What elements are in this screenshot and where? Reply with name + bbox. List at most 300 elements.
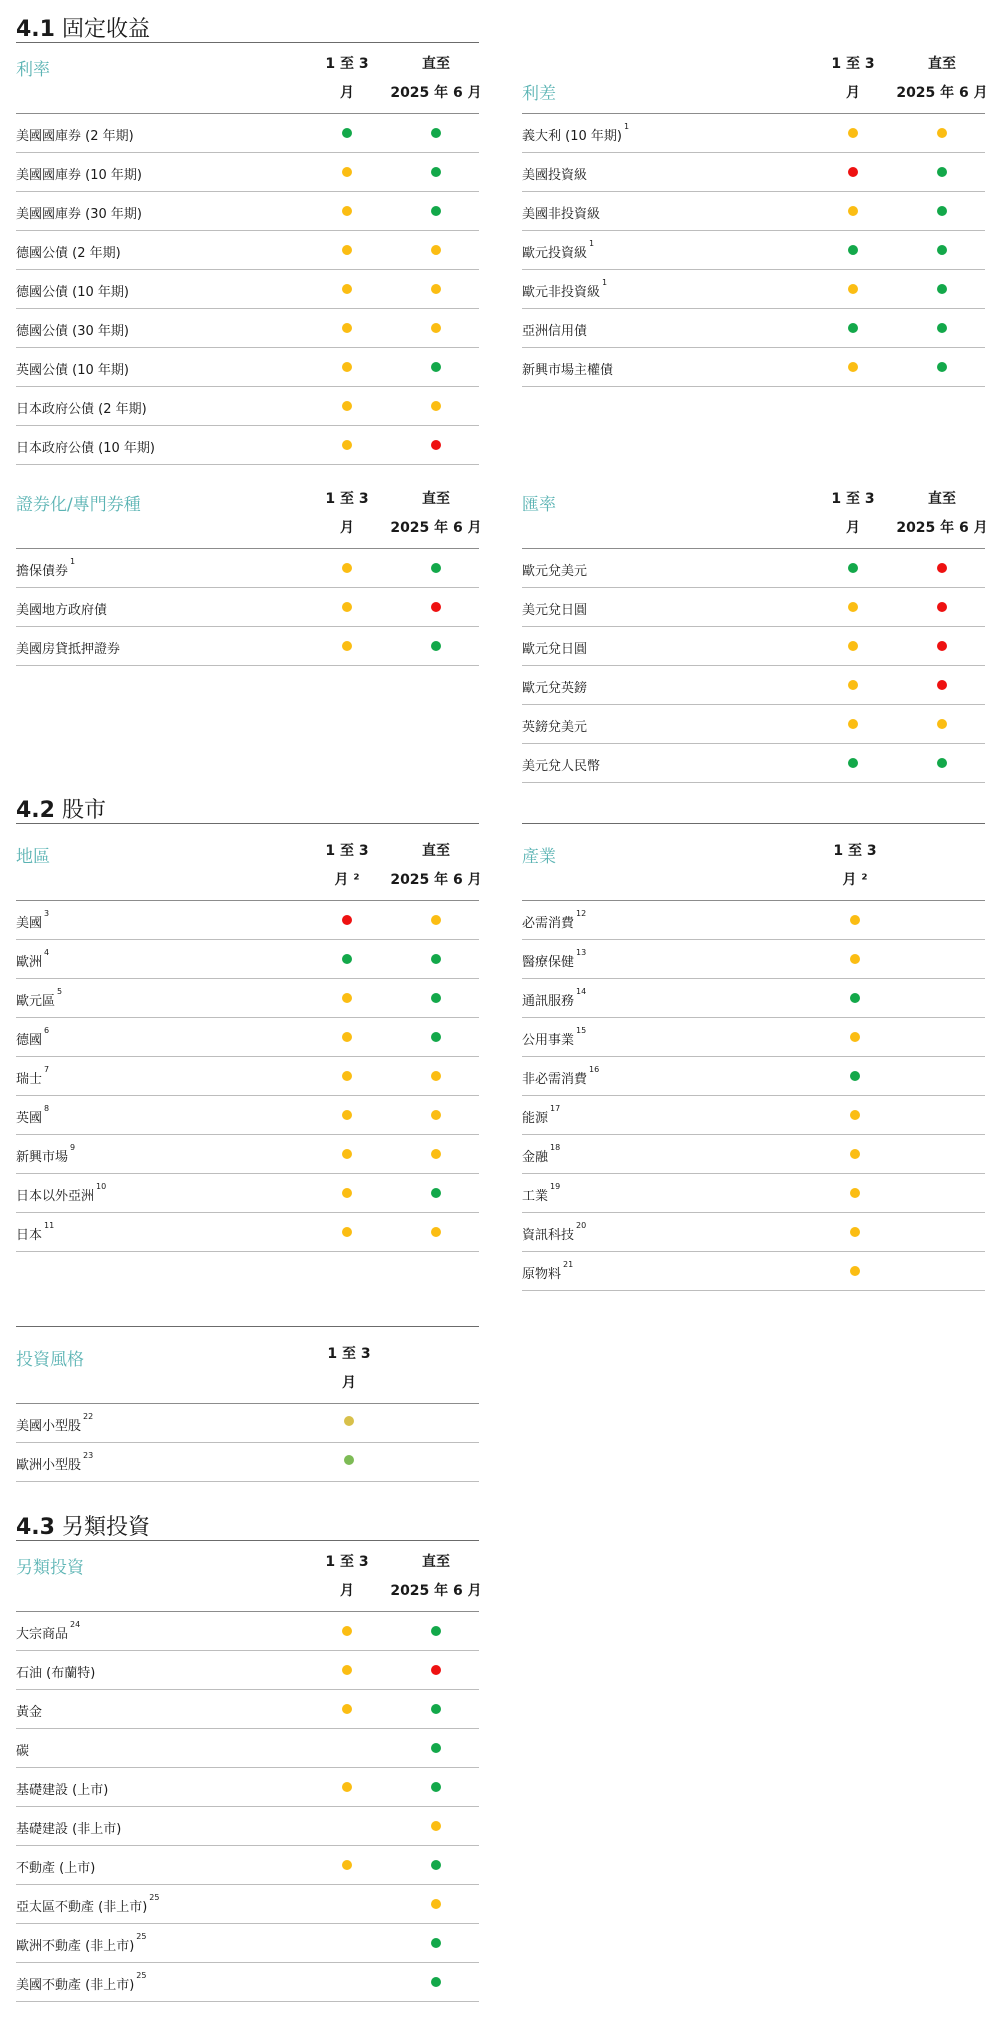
signal-dot-to-june-2025 xyxy=(937,206,947,216)
signal-dot-to-june-2025 xyxy=(431,128,441,138)
row-divider xyxy=(16,1806,479,1807)
signal-dot-to-june-2025 xyxy=(937,362,947,372)
row-label xyxy=(16,1857,95,1876)
row-divider xyxy=(16,2001,479,2002)
footnote-marker: 9 xyxy=(70,1143,76,1152)
signal-dot-to-june-2025 xyxy=(431,641,441,651)
row-label-text: 美國國庫券 (30 年期) xyxy=(16,207,142,222)
row-label xyxy=(522,1026,587,1048)
footnote-marker: 20 xyxy=(576,1221,587,1230)
signal-dot-to-june-2025 xyxy=(431,1227,441,1237)
signal-dot-short-term xyxy=(342,1032,352,1042)
column-header-to-june-2025 xyxy=(882,485,1000,543)
row-label xyxy=(16,1143,76,1165)
category-header-securitized: 證券化/專門券種 xyxy=(16,495,141,515)
signal-dot-to-june-2025 xyxy=(431,1110,441,1120)
row-divider xyxy=(16,626,479,627)
row-divider xyxy=(522,1095,985,1096)
category-header-alternatives: 另類投資 xyxy=(16,1558,84,1578)
row-divider xyxy=(522,1134,985,1135)
signal-dot-short-term xyxy=(848,245,858,255)
signal-dot-short-term xyxy=(848,362,858,372)
row-label xyxy=(522,278,608,300)
row-label xyxy=(522,1104,561,1126)
signal-dot-to-june-2025 xyxy=(431,1704,441,1714)
signal-dot-to-june-2025 xyxy=(431,1071,441,1081)
signal-dot-to-june-2025 xyxy=(937,641,947,651)
footnote-marker: 13 xyxy=(576,948,587,957)
header-rule xyxy=(16,1611,479,1612)
signal-dot-short-term xyxy=(850,1071,860,1081)
signal-dot-short-term xyxy=(342,1704,352,1714)
signal-dot-short-term xyxy=(342,1149,352,1159)
footnote-marker: 7 xyxy=(44,1065,50,1074)
column-header-line: 1 至 3 xyxy=(833,843,877,859)
section-number: 4.3 xyxy=(16,1515,55,1540)
row-divider xyxy=(522,939,985,940)
signal-dot-short-term xyxy=(344,1455,354,1465)
signal-dot-to-june-2025 xyxy=(431,284,441,294)
column-header-line: 月 ² xyxy=(334,872,360,888)
row-divider xyxy=(522,1251,985,1252)
column-header-line: 1 至 3 xyxy=(831,56,875,72)
signal-dot-to-june-2025 xyxy=(431,245,441,255)
signal-dot-short-term xyxy=(342,440,352,450)
row-label xyxy=(16,242,121,261)
footnote-marker: 25 xyxy=(136,1932,147,1941)
column-header-short-term xyxy=(795,837,915,895)
signal-dot-to-june-2025 xyxy=(937,758,947,768)
signal-dot-to-june-2025 xyxy=(937,128,947,138)
row-divider xyxy=(522,1290,985,1291)
column-header-to-june-2025 xyxy=(376,1548,496,1606)
row-label-text: 美國國庫券 (2 年期) xyxy=(16,129,134,144)
signal-dot-to-june-2025 xyxy=(431,954,441,964)
row-label xyxy=(522,755,600,774)
row-divider xyxy=(16,665,479,666)
signal-dot-short-term xyxy=(848,128,858,138)
row-label-text: 歐元兌日圓 xyxy=(522,642,588,657)
row-divider xyxy=(16,1962,479,1963)
footnote-marker: 25 xyxy=(136,1971,147,1980)
row-label-text: 美國國庫券 (10 年期) xyxy=(16,168,142,183)
row-divider xyxy=(522,269,985,270)
signal-dot-to-june-2025 xyxy=(431,323,441,333)
signal-dot-to-june-2025 xyxy=(431,401,441,411)
footnote-marker: 10 xyxy=(96,1182,107,1191)
signal-dot-to-june-2025 xyxy=(937,167,947,177)
signal-dot-to-june-2025 xyxy=(431,1032,441,1042)
row-label xyxy=(16,1026,50,1048)
column-header-line: 1 至 3 xyxy=(831,491,875,507)
signal-dot-to-june-2025 xyxy=(431,1860,441,1870)
row-label xyxy=(522,677,587,696)
column-header-line: 2025 年 6 月 xyxy=(390,872,482,888)
row-label xyxy=(522,716,587,735)
row-label xyxy=(16,1104,50,1126)
row-divider xyxy=(522,978,985,979)
row-label-text: 美國地方政府債 xyxy=(16,603,108,618)
row-divider xyxy=(16,425,479,426)
row-label-text: 德國公債 (2 年期) xyxy=(16,246,121,261)
row-label xyxy=(522,122,630,144)
signal-dot-short-term xyxy=(850,1032,860,1042)
header-rule xyxy=(522,548,985,549)
row-label xyxy=(16,987,63,1009)
row-label-text: 義大利 (10 年期) xyxy=(522,129,622,144)
column-header-line: 2025 年 6 月 xyxy=(390,520,482,536)
signal-dot-short-term xyxy=(342,206,352,216)
signal-dot-short-term xyxy=(850,915,860,925)
row-label xyxy=(16,125,134,144)
signal-dot-short-term xyxy=(342,284,352,294)
column-header-line: 月 xyxy=(846,85,860,101)
signal-dot-short-term xyxy=(850,1110,860,1120)
row-label xyxy=(16,599,107,618)
row-divider xyxy=(522,704,985,705)
signal-dot-to-june-2025 xyxy=(431,1977,441,1987)
column-header-line: 2025 年 6 月 xyxy=(390,85,482,101)
row-divider xyxy=(16,1442,479,1443)
row-label-text: 美國非投資級 xyxy=(522,207,601,222)
section-rule xyxy=(16,42,479,43)
row-divider xyxy=(522,1017,985,1018)
row-divider xyxy=(522,587,985,588)
row-label-text: 石油 (布蘭特) xyxy=(16,1666,96,1681)
row-label-text: 美元兌人民幣 xyxy=(522,759,601,774)
row-label-text: 亞太區不動產 (非上市) xyxy=(16,1900,148,1915)
row-label xyxy=(522,1065,600,1087)
row-divider xyxy=(16,1212,479,1213)
signal-dot-short-term xyxy=(848,563,858,573)
row-label-text: 金融 xyxy=(522,1150,549,1165)
signal-dot-to-june-2025 xyxy=(431,915,441,925)
row-label xyxy=(522,987,587,1009)
column-header-to-june-2025 xyxy=(376,837,496,895)
row-label-text: 不動產 (上市) xyxy=(16,1861,96,1876)
row-label xyxy=(16,1412,94,1434)
row-label-text: 公用事業 xyxy=(522,1033,575,1048)
row-divider xyxy=(16,230,479,231)
row-label xyxy=(522,599,587,618)
row-label xyxy=(16,1221,55,1243)
row-label-text: 新興市場 xyxy=(16,1150,69,1165)
signal-dot-to-june-2025 xyxy=(431,1821,441,1831)
row-divider xyxy=(522,191,985,192)
row-label xyxy=(16,281,129,300)
signal-dot-to-june-2025 xyxy=(431,993,441,1003)
row-label-text: 美國房貸抵押證券 xyxy=(16,642,121,657)
row-divider xyxy=(16,1689,479,1690)
signal-dot-short-term xyxy=(342,1071,352,1081)
row-label xyxy=(522,909,587,931)
row-label-text: 德國公債 (10 年期) xyxy=(16,285,129,300)
row-label xyxy=(16,320,129,339)
signal-dot-to-june-2025 xyxy=(431,1188,441,1198)
signal-dot-short-term xyxy=(850,1227,860,1237)
row-label xyxy=(16,203,142,222)
row-divider xyxy=(16,587,479,588)
signal-dot-short-term xyxy=(848,284,858,294)
footnote-marker: 4 xyxy=(44,948,50,957)
row-label xyxy=(16,164,142,183)
row-label xyxy=(16,1932,147,1954)
signal-dot-to-june-2025 xyxy=(431,1899,441,1909)
header-rule xyxy=(16,1403,479,1404)
row-label xyxy=(16,1971,147,1993)
column-header-line: 2025 年 6 月 xyxy=(390,1583,482,1599)
column-header-line: 1 至 3 xyxy=(325,56,369,72)
row-label xyxy=(16,398,147,417)
signal-dot-short-term xyxy=(342,362,352,372)
signal-dot-short-term xyxy=(342,954,352,964)
column-header-line: 月 xyxy=(340,1583,354,1599)
signal-dot-short-term xyxy=(342,401,352,411)
signal-dot-short-term xyxy=(342,245,352,255)
row-label-text: 美國小型股 xyxy=(16,1419,82,1434)
row-divider xyxy=(16,1845,479,1846)
row-label xyxy=(16,1451,94,1473)
signal-dot-to-june-2025 xyxy=(431,1782,441,1792)
row-label-text: 瑞士 xyxy=(16,1072,43,1087)
row-divider xyxy=(16,464,479,465)
row-label xyxy=(522,560,587,579)
row-label-text: 歐洲不動產 (非上市) xyxy=(16,1939,135,1954)
row-label xyxy=(522,239,595,261)
signal-dot-short-term xyxy=(848,167,858,177)
footnote-marker: 8 xyxy=(44,1104,50,1113)
column-header-to-june-2025 xyxy=(376,485,496,543)
category-header-sectors: 產業 xyxy=(522,847,556,867)
signal-dot-short-term xyxy=(850,993,860,1003)
section-rule xyxy=(16,823,479,824)
row-label-text: 歐洲小型股 xyxy=(16,1458,82,1473)
column-header-line: 1 至 3 xyxy=(325,843,369,859)
row-label-text: 黃金 xyxy=(16,1705,43,1720)
signal-dot-short-term xyxy=(344,1416,354,1426)
row-divider xyxy=(522,230,985,231)
row-divider xyxy=(16,347,479,348)
signal-dot-to-june-2025 xyxy=(431,563,441,573)
row-divider xyxy=(522,743,985,744)
section-rule xyxy=(522,823,985,824)
row-divider xyxy=(16,1767,479,1768)
row-label-text: 德國公債 (30 年期) xyxy=(16,324,129,339)
column-header-to-june-2025 xyxy=(376,50,496,108)
signal-dot-short-term xyxy=(342,128,352,138)
signal-dot-short-term xyxy=(342,1782,352,1792)
column-header-line: 2025 年 6 月 xyxy=(896,520,988,536)
row-label-text: 美元兌日圓 xyxy=(522,603,588,618)
signal-dot-to-june-2025 xyxy=(937,323,947,333)
footnote-marker: 23 xyxy=(83,1451,94,1460)
category-header-fx: 匯率 xyxy=(522,495,556,515)
row-label xyxy=(16,437,155,456)
footnote-marker: 22 xyxy=(83,1412,94,1421)
row-divider xyxy=(16,308,479,309)
column-header-line: 月 xyxy=(340,85,354,101)
row-label xyxy=(522,359,613,378)
footnote-marker: 1 xyxy=(623,122,630,131)
row-label-text: 亞洲信用債 xyxy=(522,324,588,339)
footnote-marker: 1 xyxy=(589,239,595,248)
row-divider xyxy=(16,1134,479,1135)
footnote-marker: 24 xyxy=(70,1620,81,1629)
footnote-marker: 21 xyxy=(563,1260,574,1269)
column-header-line: 月 xyxy=(846,520,860,536)
column-header-line: 直至 xyxy=(422,1554,450,1570)
row-label xyxy=(16,1701,42,1720)
footnote-marker: 19 xyxy=(550,1182,561,1191)
footnote-marker: 6 xyxy=(44,1026,50,1035)
row-divider xyxy=(522,782,985,783)
row-label xyxy=(16,1065,50,1087)
row-label xyxy=(16,359,129,378)
row-label-text: 原物料 xyxy=(522,1267,562,1282)
column-header-line: 直至 xyxy=(422,491,450,507)
category-header-rates: 利率 xyxy=(16,60,50,80)
signal-dot-short-term xyxy=(850,1149,860,1159)
row-label xyxy=(522,1221,587,1243)
signal-dot-short-term xyxy=(342,1227,352,1237)
row-label-text: 醫療保健 xyxy=(522,955,575,970)
signal-dot-short-term xyxy=(342,1665,352,1675)
signal-dot-short-term xyxy=(342,1626,352,1636)
row-divider xyxy=(16,1095,479,1096)
signal-dot-to-june-2025 xyxy=(431,1626,441,1636)
row-label xyxy=(16,1779,108,1798)
row-divider xyxy=(16,269,479,270)
row-label-text: 能源 xyxy=(522,1111,549,1126)
footnote-marker: 3 xyxy=(44,909,50,918)
row-label xyxy=(16,638,120,657)
column-header-line: 直至 xyxy=(422,843,450,859)
signal-dot-short-term xyxy=(848,758,858,768)
footnote-marker: 17 xyxy=(550,1104,561,1113)
row-label xyxy=(16,1893,160,1915)
row-label-text: 英國 xyxy=(16,1111,43,1126)
row-label-text: 擔保債券 xyxy=(16,564,69,579)
signal-dot-short-term xyxy=(342,1110,352,1120)
signal-dot-to-june-2025 xyxy=(937,680,947,690)
row-label xyxy=(16,1662,95,1681)
row-divider xyxy=(522,1212,985,1213)
row-divider xyxy=(522,665,985,666)
row-label-text: 資訊科技 xyxy=(522,1228,575,1243)
footnote-marker: 11 xyxy=(44,1221,55,1230)
row-label-text: 歐洲 xyxy=(16,955,43,970)
signal-dot-short-term xyxy=(848,323,858,333)
row-divider xyxy=(16,191,479,192)
row-divider xyxy=(16,386,479,387)
row-label-text: 歐元投資級 xyxy=(522,246,588,261)
row-divider xyxy=(16,1481,479,1482)
signal-dot-short-term xyxy=(342,641,352,651)
row-label-text: 大宗商品 xyxy=(16,1627,69,1642)
row-label-text: 美國投資級 xyxy=(522,168,588,183)
section-title-text: 股市 xyxy=(54,798,106,823)
row-label-text: 英國公債 (10 年期) xyxy=(16,363,129,378)
row-divider xyxy=(16,1173,479,1174)
row-label xyxy=(522,203,600,222)
row-divider xyxy=(16,1728,479,1729)
row-label-text: 日本以外亞洲 xyxy=(16,1189,95,1204)
signal-dot-short-term xyxy=(850,1266,860,1276)
row-divider xyxy=(16,1650,479,1651)
column-header-line: 月 xyxy=(340,520,354,536)
column-header-line: 直至 xyxy=(928,491,956,507)
row-label xyxy=(16,1740,29,1759)
row-label-text: 歐元兌英鎊 xyxy=(522,681,588,696)
row-divider xyxy=(522,347,985,348)
signal-dot-to-june-2025 xyxy=(431,1149,441,1159)
signal-dot-to-june-2025 xyxy=(937,719,947,729)
signal-dot-to-june-2025 xyxy=(431,167,441,177)
signal-dot-to-june-2025 xyxy=(431,602,441,612)
row-label xyxy=(522,1260,574,1282)
signal-dot-to-june-2025 xyxy=(937,284,947,294)
footnote-marker: 15 xyxy=(576,1026,587,1035)
row-label-text: 基礎建設 (非上市) xyxy=(16,1822,122,1837)
row-label-text: 新興市場主權債 xyxy=(522,363,614,378)
row-label-text: 美國 xyxy=(16,916,43,931)
row-label-text: 日本政府公債 (10 年期) xyxy=(16,441,155,456)
row-divider xyxy=(522,152,985,153)
signal-dot-short-term xyxy=(342,1860,352,1870)
row-label xyxy=(522,320,587,339)
signal-dot-short-term xyxy=(342,602,352,612)
section-title-equity xyxy=(16,793,106,824)
column-header-line: 1 至 3 xyxy=(327,1346,371,1362)
column-header-line: 月 xyxy=(342,1375,356,1391)
row-divider xyxy=(16,1923,479,1924)
signal-dot-to-june-2025 xyxy=(431,1743,441,1753)
signal-dot-short-term xyxy=(342,915,352,925)
signal-dot-short-term xyxy=(342,563,352,573)
row-label xyxy=(522,638,587,657)
row-label-text: 基礎建設 (上市) xyxy=(16,1783,109,1798)
header-rule xyxy=(16,900,479,901)
row-label-text: 歐元兌美元 xyxy=(522,564,588,579)
footnote-marker: 18 xyxy=(550,1143,561,1152)
signal-dot-short-term xyxy=(342,993,352,1003)
section-number: 4.1 xyxy=(16,17,55,42)
row-divider xyxy=(16,1251,479,1252)
row-divider xyxy=(16,939,479,940)
row-label-text: 德國 xyxy=(16,1033,43,1048)
category-header-regions: 地區 xyxy=(16,847,50,867)
row-label xyxy=(522,1182,561,1204)
row-label xyxy=(16,1620,81,1642)
row-label-text: 工業 xyxy=(522,1189,549,1204)
row-label xyxy=(522,164,587,183)
footnote-marker: 1 xyxy=(70,557,76,566)
row-label-text: 歐元區 xyxy=(16,994,56,1009)
signal-dot-short-term xyxy=(848,719,858,729)
signal-dot-to-june-2025 xyxy=(431,1938,441,1948)
column-header-line: 直至 xyxy=(422,56,450,72)
row-label xyxy=(16,557,76,579)
section-rule xyxy=(16,1540,479,1541)
signal-dot-to-june-2025 xyxy=(431,440,441,450)
row-label xyxy=(16,909,50,931)
row-label xyxy=(16,1182,107,1204)
row-label xyxy=(522,1143,561,1165)
footnote-marker: 25 xyxy=(149,1893,160,1902)
row-label-text: 英鎊兌美元 xyxy=(522,720,588,735)
row-label-text: 日本政府公債 (2 年期) xyxy=(16,402,147,417)
header-rule xyxy=(16,113,479,114)
